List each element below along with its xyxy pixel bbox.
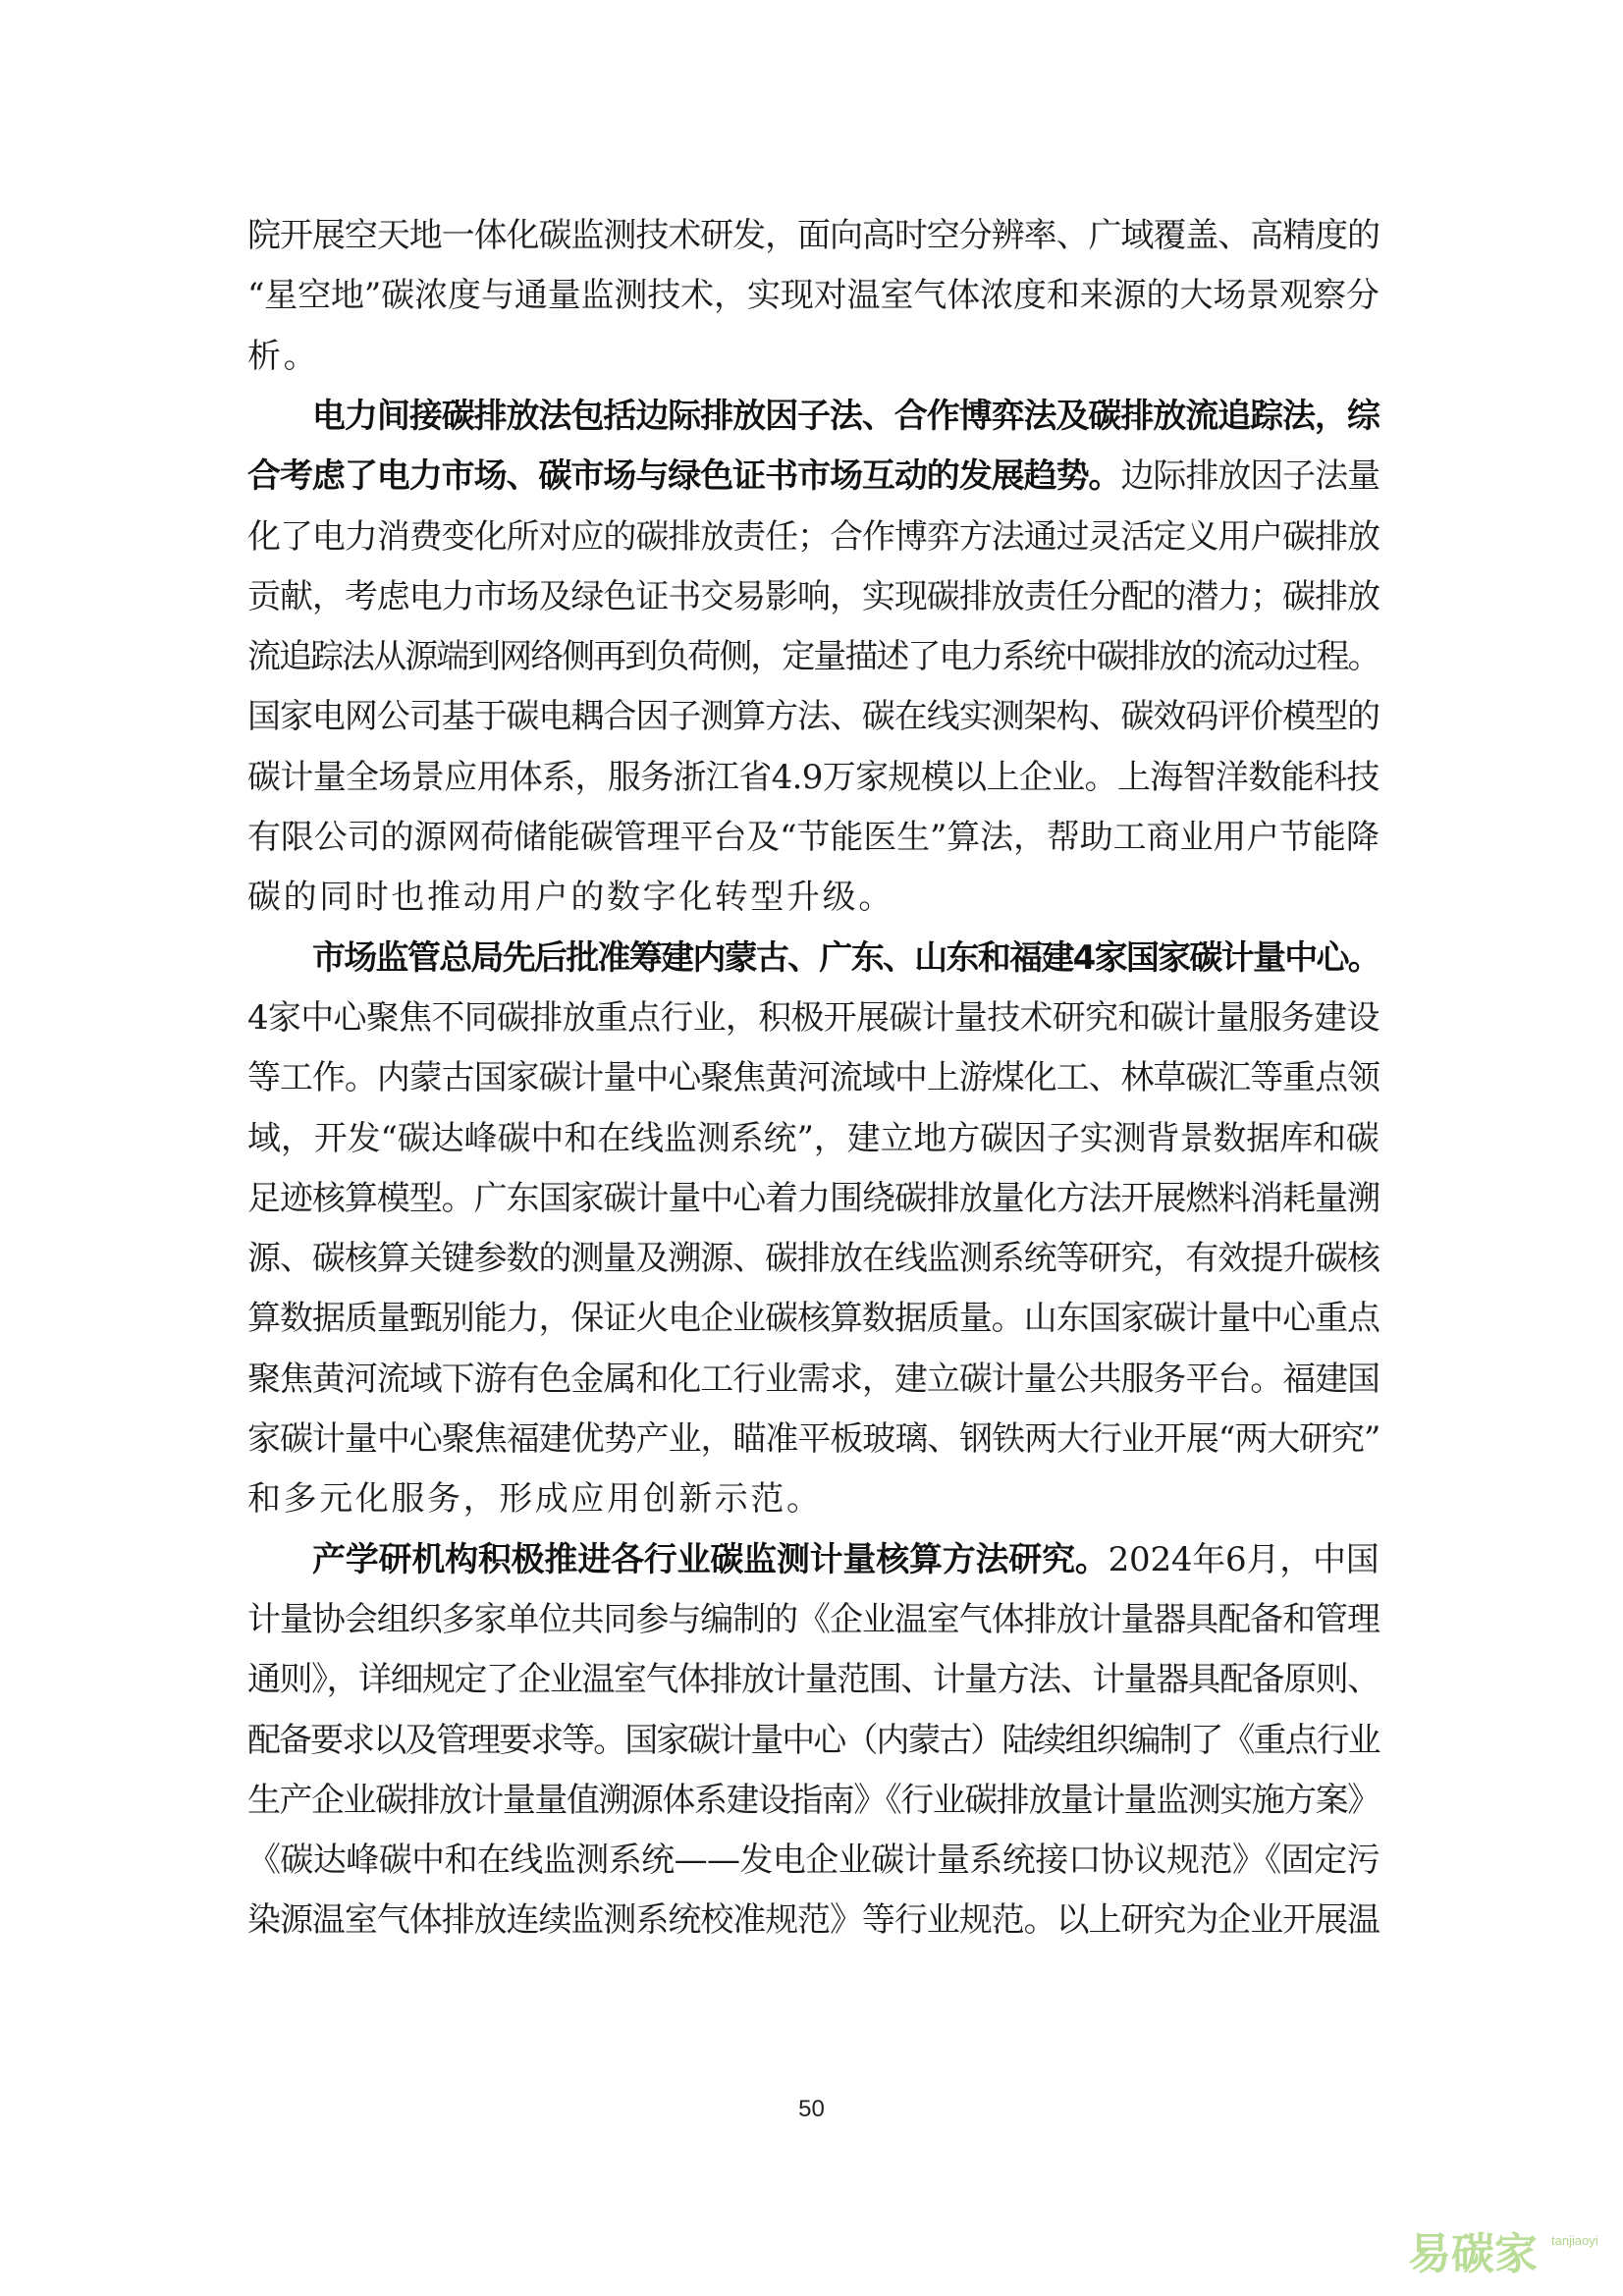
text-line [312, 387, 1380, 446]
text-line [247, 868, 894, 927]
text-segment: 家碳计量中心聚焦福建优势产业，瞄准平板玻璃、钢铁两大行业开展“两大研究” [247, 1419, 1380, 1459]
text-line [247, 988, 1380, 1047]
text-segment: 2024年6月，中国 [1108, 1539, 1380, 1579]
text-segment: 算数据质量甄别能力，保证火电企业碳核算数据质量。山东国家碳计量中心重点 [247, 1299, 1380, 1339]
bold-text-segment: 电力间接碳排放法包括边际排放因子法、合作博弈法及碳排放流追踪法，综 [312, 396, 1380, 436]
text-line [247, 1109, 1380, 1168]
text-segment: 碳的同时也推动用户的数字化转型升级。 [247, 878, 894, 918]
text-segment: “星空地”碳浓度与通量监测技术，实现对温室气体浓度和来源的大场景观察分 [247, 276, 1380, 316]
text-segment: 贡献，考虑电力市场及绿色证书交易影响，实现碳排放责任分配的潜力；碳排放 [247, 576, 1380, 616]
text-segment: 碳计量全场景应用体系，服务浙江省4.9万家规模以上企业。上海智洋数能科技 [247, 757, 1380, 797]
text-line [247, 808, 1380, 867]
text-line [247, 1169, 1380, 1228]
text-segment: 边际排放因子法量 [1120, 456, 1380, 497]
text-line [247, 1469, 823, 1528]
bold-text-segment: 产学研机构积极推进各行业碳监测计量核算方法研究。 [312, 1539, 1109, 1579]
text-line [247, 1771, 1380, 1830]
text-segment: 国家电网公司基于碳电耦合因子测算方法、碳在线实测架构、碳效码评价模型的 [247, 697, 1380, 737]
text-line [312, 1530, 1380, 1589]
text-line [247, 627, 1380, 686]
text-line [247, 206, 1380, 265]
text-line [247, 507, 1380, 566]
watermark-subtext: tanjiaoyi [1551, 2233, 1598, 2248]
text-line [312, 929, 1380, 988]
text-segment: 配备要求以及管理要求等。国家碳计量中心（内蒙古）陆续组织编制了《重点行业 [247, 1720, 1380, 1760]
text-segment: 《碳达峰碳中和在线监测系统——发电企业碳计量系统接口协议规范》《固定污 [247, 1841, 1380, 1881]
text-line [247, 1650, 1380, 1709]
text-segment: 4家中心聚焦不同碳排放重点行业，积极开展碳计量技术研究和碳计量服务建设 [247, 997, 1380, 1038]
text-line [247, 327, 319, 386]
text-line [247, 748, 1380, 807]
bold-text-segment: 合考虑了电力市场、碳市场与绿色证书市场互动的发展趋势。 [247, 456, 1121, 497]
text-line [247, 1350, 1380, 1409]
text-segment: 计量协会组织多家单位共同参与编制的《企业温室气体排放计量器具配备和管理 [247, 1599, 1380, 1639]
text-segment: 染源温室气体排放连续监测系统校准规范》等行业规范。以上研究为企业开展温 [247, 1900, 1380, 1941]
text-segment: 足迹核算模型。广东国家碳计量中心着力围绕碳排放量化方法开展燃料消耗量溯 [247, 1178, 1380, 1218]
text-segment: 源、碳核算关键参数的测量及溯源、碳排放在线监测系统等研究，有效提升碳核 [247, 1239, 1380, 1279]
text-line [247, 1048, 1380, 1107]
text-segment: 流追踪法从源端到网络侧再到负荷侧，定量描述了电力系统中碳排放的流动过程。 [247, 637, 1380, 677]
text-line [247, 567, 1380, 626]
page-number: 50 [798, 2096, 825, 2122]
text-line [247, 1410, 1380, 1468]
text-segment: 域，开发“碳达峰碳中和在线监测系统”，建立地方碳因子实测背景数据库和碳 [247, 1118, 1380, 1158]
text-segment: 通则》，详细规定了企业温室气体排放计量范围、计量方法、计量器具配备原则、 [247, 1660, 1380, 1700]
text-segment: 化了电力消费变化所对应的碳排放责任；合作博弈方法通过灵活定义用户碳排放 [247, 516, 1380, 557]
text-segment: 析。 [247, 336, 320, 376]
text-line [247, 1891, 1380, 1949]
text-segment: 聚焦黄河流域下游有色金属和化工行业需求，建立碳计量公共服务平台。福建国 [247, 1359, 1380, 1399]
text-segment: 和多元化服务，形成应用创新示范。 [247, 1479, 823, 1520]
watermark-text: 易碳家 [1408, 2229, 1538, 2279]
text-line [247, 1590, 1380, 1649]
text-line [247, 1289, 1380, 1348]
text-segment: 生产企业碳排放计量量值溯源体系建设指南》《行业碳排放量计量监测实施方案》 [247, 1780, 1380, 1820]
text-line [247, 1711, 1380, 1770]
text-segment: 有限公司的源网荷储能碳管理平台及“节能医生”算法，帮助工商业用户节能降 [247, 818, 1380, 857]
watermark-logo [1404, 2223, 1610, 2282]
text-line [247, 1831, 1380, 1890]
text-line [247, 266, 1380, 325]
bold-text-segment: 市场监管总局先后批准筹建内蒙古、广东、山东和福建4家国家碳计量中心。 [312, 937, 1380, 978]
text-line [247, 447, 1380, 506]
text-segment: 等工作。内蒙古国家碳计量中心聚焦黄河流域中上游煤化工、林草碳汇等重点领 [247, 1058, 1380, 1098]
text-segment: 院开展空天地一体化碳监测技术研发，面向高时空分辨率、广域覆盖、高精度的 [247, 216, 1380, 255]
text-line [247, 1229, 1380, 1288]
text-line [247, 687, 1380, 746]
